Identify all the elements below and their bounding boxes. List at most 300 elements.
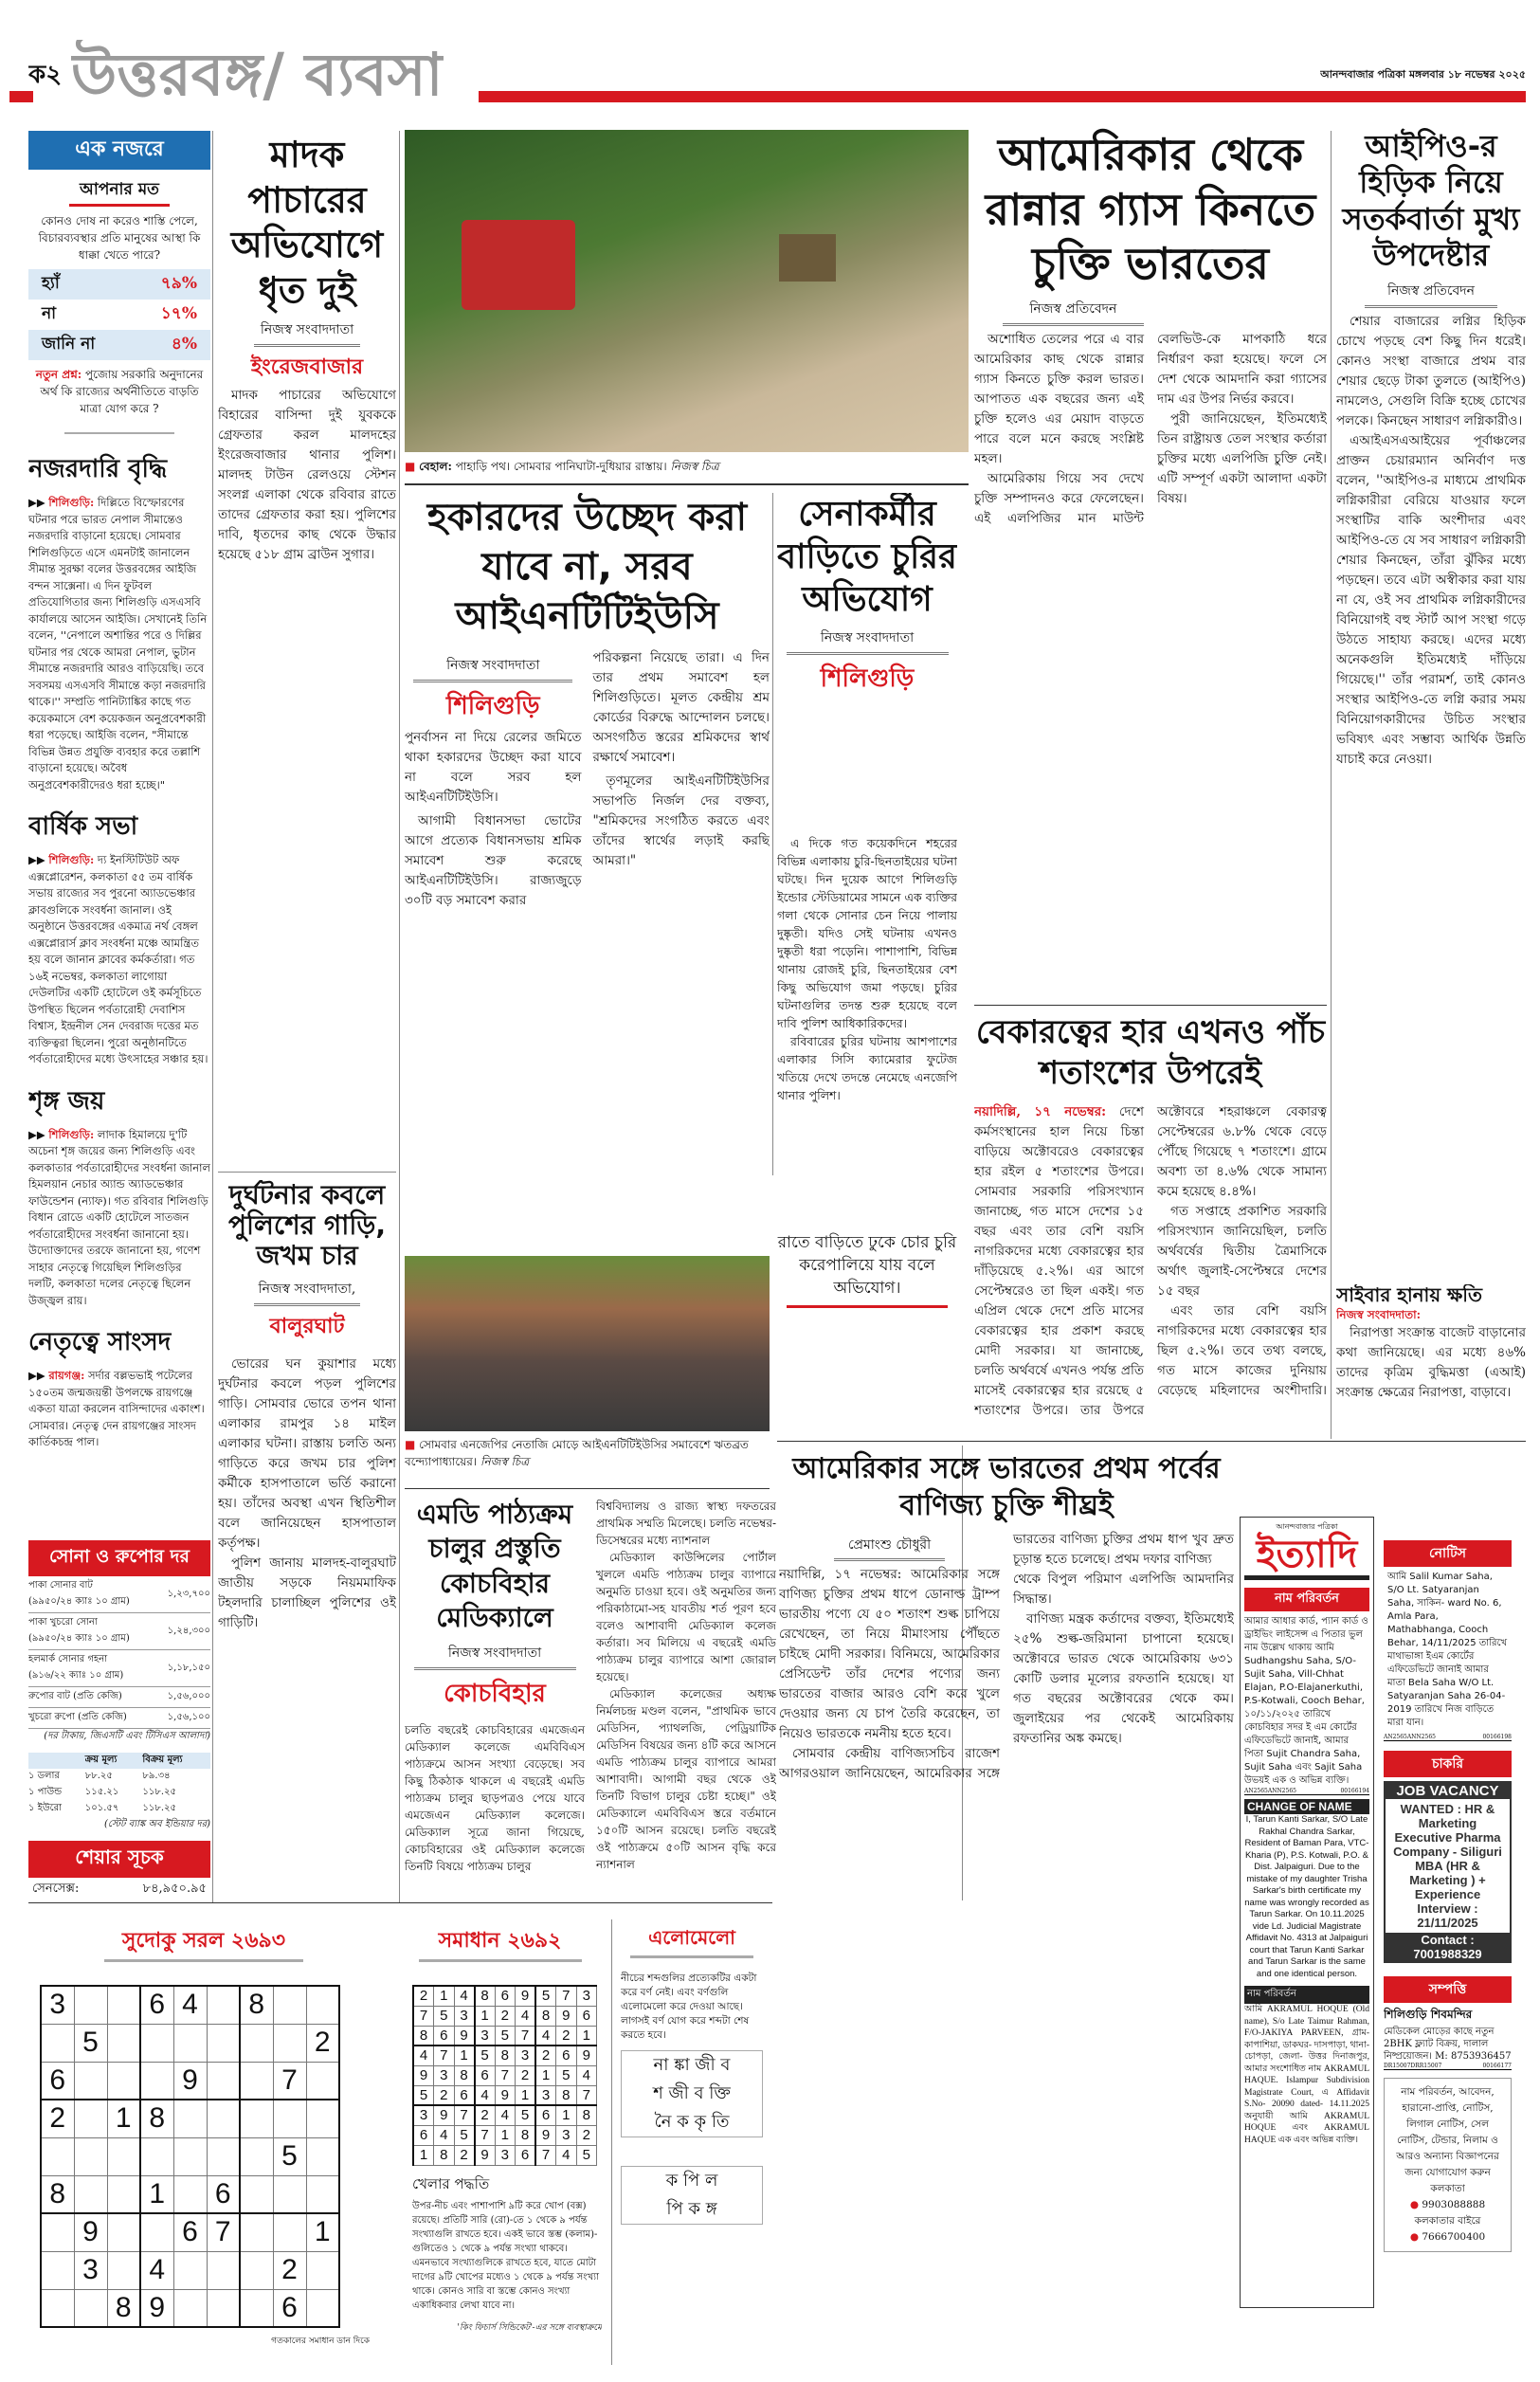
rate-label: পাকা সোনার বাট (৯৯৫০/২৪ ক্যাঃ ১০ গ্রাম): [28, 1580, 130, 1607]
drug-article: [218, 133, 396, 1166]
rate-label: হলমার্ক সোনার গহনা (৯১৬/২২ ক্যাঃ ১০ গ্রাম): [28, 1654, 124, 1681]
grid-cell: 2: [556, 2026, 577, 2046]
grid-cell[interactable]: 9: [74, 2213, 107, 2251]
grid-cell[interactable]: [74, 2137, 107, 2175]
grid-cell[interactable]: [240, 2175, 273, 2213]
solution: [398, 1915, 602, 2370]
grid-cell: 7: [576, 2085, 597, 2105]
grid-cell[interactable]: [140, 2137, 173, 2175]
grid-cell[interactable]: 3: [41, 1986, 74, 2024]
grid-cell[interactable]: [273, 2213, 306, 2251]
grid-cell[interactable]: [207, 2137, 240, 2175]
brief-place: রায়গঞ্জ:: [48, 1369, 85, 1382]
grid-cell: 9: [535, 2125, 556, 2145]
md-paragraph: মেডিক্যাল কলেজের অধ্যক্ষ নির্মলচন্দ্র মণ্ডল বলেন, "প্রাথমিক ভাবে মেডিসিন, প্যাথলজি, পেড্রিয়াটিক মেডিসিন বিষয়ের জন্য ৪টি করে আসনে এমডি পাঠ্যক্রম চালুর ব্যাপারে আমরা আশাবাদী। আগামী বছর থেকে ওই তিনটি বিভাগ চালুর চেষ্টা হচ্ছে।" ওই মেডিক্যালে এমবিবিএস স্তরে বর্তমানে ১৫০টি আসন রয়েছে। চলতি বছরেই ওই পাঠ্যক্রমে ৫০টি আসন বৃদ্ধি করে ন্যাশনাল: [596, 1687, 776, 1871]
grid-row: [41, 2137, 339, 2175]
grid-cell[interactable]: [306, 1986, 339, 2024]
trade-body: [779, 1530, 1234, 1871]
grid-cell[interactable]: 4: [140, 2251, 173, 2289]
grid-cell: 2: [535, 2046, 556, 2065]
grid-row: [41, 1986, 339, 2024]
index-name: সেনসেক্স:: [32, 1882, 80, 1896]
grid-row: [413, 2085, 597, 2105]
grid-cell[interactable]: [306, 2062, 339, 2100]
grid-cell: 3: [475, 2026, 496, 2046]
grid-cell: 9: [475, 2145, 496, 2165]
fx-note: (স্টেট ব্যাঙ্ক অব ইন্ডিয়ার দর): [103, 1819, 210, 1829]
theft-article: [777, 493, 957, 829]
grid-cell: 7: [556, 1986, 577, 2006]
grid-cell[interactable]: 9: [173, 2062, 207, 2100]
grid-cell[interactable]: 8: [41, 2175, 74, 2213]
rate-row: [28, 1708, 210, 1729]
grid-cell[interactable]: 8: [140, 2100, 173, 2137]
name-change-text: আমার আধার কার্ড, প্যান কার্ড ও ড্রাইভিং লাইসেন্স এ পিতার ভুল নাম উল্লেখ থাকায় আমি Sudhangshu Saha, S/O- Sujit Saha, Vill-Chhat Elajan, P.O-Elajanerkuthi, P.S-Kotwali, Cooch Behar, ১০/১১/২০২৫ তারিখে কোচবিহার সদর ই এম কোর্টের এফিডেভিটে জানাই, আমার পিতা Sujit Chandra Saha, Sujit Saha এবং Sajit Saha উভয়ই এক ও অভিন্ন ব্যক্তি।: [1244, 1616, 1368, 1786]
ad-ref: [1384, 2063, 1512, 2070]
jumble-answers: [621, 2166, 763, 2225]
divider: [974, 1005, 1327, 1006]
grid-cell: 3: [535, 2085, 556, 2105]
poll-row: [28, 300, 210, 330]
grid-row: [41, 2175, 339, 2213]
gold-silver-rates: [28, 1540, 210, 1900]
grid-cell[interactable]: [140, 2213, 173, 2251]
dateline-place: বালুরঘাট: [269, 1314, 345, 1338]
grid-cell[interactable]: 2: [273, 2251, 306, 2289]
gold-note: (দর টাকায়, জিএসটি এবং টিসিএস আলাদা): [44, 1731, 210, 1741]
grid-cell: 8: [516, 2125, 536, 2145]
gold-rows: [28, 1576, 210, 1729]
grid-cell[interactable]: 9: [140, 2289, 173, 2327]
grid-cell[interactable]: [240, 2213, 273, 2251]
accident-headline: দুর্ঘটনার কবলে পুলিশের গাড়ি, জখম চার: [228, 1180, 386, 1272]
grid-cell: 6: [454, 2085, 475, 2105]
grid-cell: 4: [475, 2085, 496, 2105]
grid-cell: 9: [556, 2006, 577, 2026]
fx-header-cell: বিক্রয় মূল্য: [142, 1755, 183, 1765]
grid-cell: 7: [535, 2145, 556, 2165]
property-text: মেডিকেল মোড়ের কাছে নতুন 2BHK ফ্ল্যাট বিক্রয়, দালাল নিষ্প্রয়োজন। M: 8753936457: [1384, 2027, 1512, 2062]
grid-cell[interactable]: 6: [273, 2289, 306, 2327]
photo-credit: নিজস্ব চিত্র: [670, 460, 719, 473]
grid-cell: 9: [454, 2026, 475, 2046]
paragraph: নিরাপত্তা সংক্রান্ত বাজেট বাড়ানোর কথা জানিয়েছে। এর মধ্যে ৪৬% তাদের কৃত্রিম বুদ্ধিমত্তা (এআই) সংক্রান্ত ক্ষেত্রের নিরাপত্তা, বাড়াবে।: [1336, 1325, 1526, 1400]
phone-number: 9903088888: [1422, 2199, 1486, 2210]
brief-title: শৃঙ্গ জয়: [28, 1086, 105, 1116]
brief-place: শিলিগুড়ি:: [48, 853, 95, 866]
grid-cell[interactable]: [240, 2062, 273, 2100]
lpg-headline: আমেরিকার থেকে রান্নার গ্যাস কিনতে চুক্তি ভারতের: [985, 129, 1316, 289]
theft-body-columns: [777, 834, 957, 1227]
grid-cell[interactable]: [173, 2289, 207, 2327]
column-rule: [1331, 131, 1332, 1439]
index-value: ৮৪,৯৫০.৯৫: [142, 1882, 207, 1896]
rate-row: [28, 1687, 210, 1708]
grid-cell[interactable]: [41, 2024, 74, 2062]
property-heading: শিলিগুড়ি শিবমন্দির: [1384, 2008, 1473, 2021]
grid-cell[interactable]: [173, 2251, 207, 2289]
grid-cell: 2: [434, 2085, 455, 2105]
md-body-1: চলতি বছরেই কোচবিহারের এমজেএন মেডিক্যাল কলেজে এমবিবিএস পাঠ্যক্রমে আসন সংখ্যা বেড়েছে। সব কিছু ঠিকঠাক থাকলে এ বছরেই এমডি পাঠ্যক্রম চালুর ছাড়পত্রও পেয়ে যাবে এমজেএন মেডিক্যাল কলেজে। মেডিক্যাল সূত্রে জানা গিয়েছে, কোচবিহারের ওই মেডিক্যাল কলেজে তিনটি বিষয়ে পাঠ্যক্রম চালুর: [405, 1722, 585, 1873]
grid-cell[interactable]: 8: [107, 2289, 140, 2327]
paragraph: এ দিকে গত কয়েকদিনে শহরের বিভিন্ন এলাকায় চুরি-ছিনতাইয়ের ঘটনা ঘটছে। দিন দুয়েক আগে শিলিগুড়ি ইন্ডোর স্টেডিয়ামের সামনে এক ব্যক্তির গলা থেকে সোনার চেন নিয়ে পালায় দুষ্কৃতী। যদিও সেই ঘটনায় এখনও দুষ্কৃতী ধরা পড়েনি। পাশাপাশি, বিভিন্ন থানায় রোজই চুরি, ছিনতাইয়ের বেশ কিছু অভিযোগ জমা পড়ছে। চুরির ঘটনাগুলির তদন্ত শুরু হয়েছে বলে দাবি পুলিশ আধিকারিকদের।: [777, 836, 957, 1030]
grid-cell[interactable]: [74, 2289, 107, 2327]
grid-cell[interactable]: [240, 2289, 273, 2327]
md-headline: এমডি পাঠ্যক্রম চালুর প্রস্তুতি কোচবিহার মেডিক্যালে: [416, 1499, 573, 1634]
grid-cell: 8: [556, 2085, 577, 2105]
grid-cell: 9: [495, 2085, 516, 2105]
grid-cell[interactable]: [107, 2062, 140, 2100]
grid-cell[interactable]: [74, 2175, 107, 2213]
grid-cell: 6: [576, 2006, 597, 2026]
grid-cell: 1: [516, 2085, 536, 2105]
grid-cell[interactable]: [107, 1986, 140, 2024]
grid-cell: 3: [576, 1986, 597, 2006]
grid-cell: 5: [556, 2065, 577, 2085]
grid-cell: 2: [454, 2145, 475, 2165]
grid-cell[interactable]: [207, 2062, 240, 2100]
rally-photo: [405, 1256, 770, 1431]
grid-cell[interactable]: 2: [41, 2100, 74, 2137]
new-question-text: পুজোয় সরকারি অনুদানের অর্থ কি রাজ্যের অর্থনীতিতে বাড়তি মাত্রা যোগ করে ?: [40, 368, 204, 415]
grid-cell[interactable]: [107, 2213, 140, 2251]
grid-cell: 2: [495, 2006, 516, 2026]
notice-title: নোটিস: [1384, 1540, 1512, 1567]
news-brief: [28, 807, 210, 1068]
name-change-title: নাম পরিবর্তন: [1244, 1588, 1369, 1611]
byline: নিজস্ব সংবাদদাতা: [787, 627, 949, 655]
contact-text: নাম পরিবর্তন, আবেদন, হারানো-প্রাপ্তি, নোটিস, লিগাল নোটিস, সেল নোটিস, টেন্ডার, নিলাম ও আরও অন্যান্য বিজ্ঞাপনের জন্য যোগাযোগ করুন: [1396, 2086, 1499, 2178]
grid-cell[interactable]: 6: [140, 1986, 173, 2024]
grid-cell[interactable]: [41, 2289, 74, 2327]
fx-cell: ৮৯.৩৪: [142, 1771, 171, 1781]
fx-header-cell: [28, 1753, 85, 1769]
fx-cell: ১১৫.২১: [84, 1787, 119, 1797]
grid-cell[interactable]: [273, 2024, 306, 2062]
brief-text: ▶▶ শিলিগুড়ি: দ্য ইনস্টিটিউট অফ এক্সপ্লোরেশন, কলকাতা ৫৫ তম বার্ষিক সভায় রাজ্যের সব পুরনো অ্যাডভেঞ্চার ক্লাবগুলিকে সংবর্ধনা জানাল। ওই অনুষ্ঠানে উত্তরবঙ্গের একমাত্র নর্থ বেঙ্গল এক্সপ্লোরার্স ক্লাব সংবর্ধনা মঞ্চে আমন্ত্রিত হয় বলে জানান ক্লাবের কর্মকর্তারা। গত ১৬ই নভেম্বর, কলকাতা লাগোয়া দেউলটির একটি হোটেলে ওই কর্মসূচিতে উপস্থিত ছিলেন পর্বতারোহী দেবাশিস বিশ্বাস, ইন্দ্রনীল সেন দেবরাজ দত্তের মত ব্যক্তিত্বরা ছিলেন। পুরো অনুষ্ঠানটিতে পর্বতারোহীদের মধ্যে উৎসাহের সঞ্চার হয়।: [28, 853, 208, 1065]
grid-cell: 1: [454, 2046, 475, 2065]
fx-row: [28, 1785, 210, 1801]
grid-row: [413, 2026, 597, 2046]
paragraph: শেয়ার বাজারের লগ্নির হিড়িক চোখে পড়ছে বেশ কিছু দিন ধরেই। কোনও সংস্থা বাজারে প্রথম বার শেয়ার ছেড়ে টাকা তুলতে (আইপিও) নামলেও, সেগুলি বিক্রি হচ্ছে চোখের পলকে। কিনছেন সাধারণ লগ্নিকারীও।: [1336, 313, 1526, 428]
grid-row: [41, 2024, 339, 2062]
trade-paragraph: আমেরিকার সঙ্গে বাণিজ্য চুক্তির প্রথম ধাপে ডোনাল্ড ট্রাম্প ভারতীয় পণ্যে যে ৫০ শতাংশ শুল্ক চাপিয়ে রেখেছেন, তা নিয়ে মীমাংসায় পৌঁছতে চাইছে মোদী সরকার। বিনিময়ে, আমেরিকার প্রেসিডেন্ট তাঁর দেশের পণ্যের জন্য ভারতের বাজার আরও বেশি করে খুলে দেওয়ার জন্য যে চাপ তৈরি করেছেন, তা নিয়েও ভারতকে নমনীয় হতে হবে।: [779, 1567, 1000, 1741]
rate-label: খুচরো রুপো (প্রতি কেজি): [28, 1712, 127, 1722]
grid-cell[interactable]: [306, 2251, 339, 2289]
grid-cell[interactable]: [173, 2100, 207, 2137]
gold-title: সোনা ও রুপোর দর: [28, 1540, 210, 1576]
grid-cell: 5: [576, 2145, 597, 2165]
jumble-answer: পি ক ঙ্গ: [666, 2199, 717, 2219]
grid-row: [413, 2105, 597, 2125]
divider: [405, 483, 969, 485]
grid-cell[interactable]: [207, 2100, 240, 2137]
grid-row: [41, 2251, 339, 2289]
jobs-title: চাকরি: [1384, 1751, 1512, 1777]
grid-cell[interactable]: 6: [207, 2175, 240, 2213]
grid-cell: 9: [434, 2105, 455, 2125]
grid-cell[interactable]: [306, 2175, 339, 2213]
grid-cell: 2: [475, 2105, 496, 2125]
lpg-article: [974, 128, 1327, 972]
truck-image: [779, 234, 836, 282]
grid-cell: 8: [576, 2105, 597, 2125]
fx-cell: ১ ডলার: [28, 1771, 60, 1781]
grid-cell[interactable]: [173, 2024, 207, 2062]
theft-headline: সেনাকর্মীর বাড়িতে চুরির অভিযোগ: [777, 495, 957, 619]
grid-cell[interactable]: [107, 2251, 140, 2289]
jobless-article: [974, 1012, 1327, 1434]
grid-row: [41, 2062, 339, 2100]
byline: নিজস্ব সংবাদদাতা: [414, 1642, 576, 1670]
md-paragraph: মেডিক্যাল কাউন্সিলের পোর্টাল খুললে এমডি পাঠ্যক্রম চালুর ব্যাপারে অনুমতি চাওয়া হবে। ওই অনুমতির জন্য পরিকাঠামো-সহ যাবতীয় শর্ত পূরণ হবে বলেও আশাবাদী মেডিক্যাল কলেজ কর্তারা। সব মিলিয়ে এ বছরেই এমডি পাঠ্যক্রম চালুর ব্যাপারে আশা জোরাল হয়েছে।: [596, 1551, 776, 1683]
grid-cell: 1: [434, 1986, 455, 2006]
grid-cell[interactable]: 6: [41, 2062, 74, 2100]
grid-cell[interactable]: [74, 1986, 107, 2024]
grid-cell: 3: [516, 2046, 536, 2065]
pull-quote-text: রাতে বাড়িতে ঢুকে চোর চুরি করেপালিয়ে যায় বলে অভিযোগ।: [777, 1233, 957, 1298]
brief-body: দিল্লিতে বিস্ফোরণের ঘটনার পরে ভারত নেপাল সীমান্তেও নজরদারি বাড়ানো হয়েছে। সোমবার শিলিগুড়িতে এসে এমনটাই জানালেন সীমান্ত সুরক্ষা বলের উত্তরবঙ্গের আইজি বন্দন সাক্সেনা। এ দিন ফুটবল প্রতিযোগিতার জন্য শিলিগুড়ি এসএসবি কার্যালয়ে আসেন আইজি। সেখানেই তিনি বলেন, ''নেপালে অশান্তির পরে ও দিল্লির ঘটনার পর থেকে আমরা নেপাল, ভুটান সীমান্তে নজরদারি আরও বাড়িয়েছি। তবে সবসময় এসএসবি সীমান্তে কড়া নজরদারি থাকে।'' সম্প্রতি পানিট্যাঙ্কির কাছে গত কয়েকমাসে বেশ কয়েকজন অনুপ্রবেশকারী ধরা পড়েছে। আইজি বলেন, "সীমান্তে বিভিন্ন উন্নত প্রযুক্তি ব্যবহার করে তল্লাশি বাড়ানো হয়েছে। অবৈধ অনুপ্রবেশকারীদেরও ধরা হচ্ছে।": [28, 496, 208, 791]
grid-cell[interactable]: 1: [107, 2100, 140, 2137]
rate-row: [28, 1613, 210, 1650]
grid-cell: 5: [413, 2085, 434, 2105]
paragraph: পুলিশ জানায় মালদহ-বালুরঘাট জাতীয় সড়কে নিয়মমাফিক টহলদারি চালাচ্ছিল পুলিশের ওই গাড়িটি।: [218, 1555, 396, 1630]
grid-cell: 6: [475, 2065, 496, 2085]
job-ad: [1384, 1781, 1512, 1963]
grid-cell[interactable]: [41, 2251, 74, 2289]
ad-ref-code: AN2565ANN2565: [1244, 1788, 1296, 1794]
divider: [405, 1488, 770, 1489]
jumble-word: শ জী ব ক্তি: [653, 2083, 731, 2103]
md-paragraph: বিশ্ববিদ্যালয় ও রাজ্য স্বাস্থ্য দফতরের প্রাথমিক সম্মতি মিলেছে। চলতি নভেম্বর-ডিসেম্বরের মধ্যে ন্যাশনাল: [596, 1500, 776, 1547]
itadi-brand-small: আনন্দবাজার পত্রিকা: [1276, 1522, 1338, 1531]
job-ad-body: WANTED : HR & Marketing Executive Pharma Company - Siliguri MBA (HR & Marketing ) + Experience Interview : 21/11/2025: [1393, 1802, 1502, 1930]
brief-title: নজরদারি বৃদ্ধি: [28, 455, 168, 483]
dateline-place: ইংরেজবাজার: [250, 355, 364, 379]
jumble-title: এলোমেলো: [630, 1924, 753, 1958]
paragraph: ভোরের ঘন কুয়াশার মধ্যে দুর্ঘটনার কবলে পড়ল পুলিশের গাড়ি। সোমবার ভোরে তপন থানা এলাকার রামপুর ১৪ মাইল এলাকার ঘটনা। রাস্তায় চলতি অন্য গাড়িতে করে জখম চার পুলিশ কর্মীকে হাসপাতালে ভর্তি করানো হয়। তাঁদের অবস্থা এখন স্থিতিশীল বলে জানিয়েছেন হাসপাতাল কর্তৃপক্ষ।: [218, 1355, 396, 1551]
contact-kolkata-label: কলকাতা: [1430, 2183, 1465, 2194]
name-change-2-title: নাম পরিবর্তন: [1244, 1986, 1369, 2004]
grid-cell[interactable]: [240, 2251, 273, 2289]
grid-cell[interactable]: 1: [140, 2175, 173, 2213]
itadi-classifieds: [1240, 1517, 1374, 2308]
dateline: নয়াদিল্লি, ১৭ নভেম্বর:: [779, 1567, 902, 1582]
grid-cell: 6: [434, 2026, 455, 2046]
grid-cell: 4: [413, 2046, 434, 2065]
grid-cell[interactable]: 7: [273, 2062, 306, 2100]
poll-results: [28, 269, 210, 360]
grid-cell[interactable]: [306, 2289, 339, 2327]
news-brief: [28, 449, 210, 793]
page-number: ক২: [28, 61, 63, 89]
sudoku-grid[interactable]: [40, 1985, 340, 2328]
ad-ref: [1244, 1788, 1369, 1795]
grid-cell: 1: [556, 2105, 577, 2125]
grid-row: [413, 2145, 597, 2165]
grid-cell: 2: [516, 2065, 536, 2085]
grid-cell[interactable]: [240, 2137, 273, 2175]
photo-credit: নিজস্ব চিত্র: [480, 1455, 530, 1468]
grid-row: [413, 2065, 597, 2085]
hawker-body-2: পরিকল্পনা নিয়েছে তারা। এ দিন তার প্রথম সমাবেশ হল শিলিগুড়িতে। মূলত কেন্দ্রীয় শ্রম কোর্ডের বিরুদ্ধে আন্দোলন চলছে। অসংগঠিত স্তরের শ্রমিকদের স্বার্থ রক্ষার্থে সমাবেশ।: [592, 650, 770, 765]
jumble-answer: ক পি ল: [665, 2171, 718, 2191]
rate-value: ১,৫৬,০০০: [167, 1691, 210, 1701]
byline: নিজস্ব প্রতিবেদন: [1365, 280, 1497, 308]
job-contact-phone[interactable]: 7001988329: [1413, 1947, 1482, 1961]
fx-cell: ৮৮.২৫: [84, 1771, 113, 1781]
phone-number: 7666700400: [1422, 2231, 1486, 2243]
grid-cell[interactable]: [273, 1986, 306, 2024]
grid-cell: 7: [475, 2125, 496, 2145]
column-rule: [212, 131, 213, 1903]
cyber-place: নিজস্ব সংবাদদাতা:: [1336, 1308, 1422, 1321]
grid-cell[interactable]: [273, 2100, 306, 2137]
rate-value: ১,১৮,১৫০: [167, 1662, 210, 1673]
grid-cell[interactable]: 6: [173, 2213, 207, 2251]
grid-cell[interactable]: [240, 2100, 273, 2137]
jobless-paragraph: এবং তার বেশি বয়সি নাগরিকদের মধ্যে বেকারত্বের হার ছিল ৫.২%। তবে তথ্য বলছে, গত মাসে কাজের দুনিয়ায় বেড়েছে মহিলাদের অংশীদারি।: [1157, 1303, 1327, 1398]
classifieds-column: [1384, 1540, 1512, 2308]
fx-cell: ১১৮.২৫: [142, 1803, 177, 1813]
contact-phone-2[interactable]: ● 7666700400: [1409, 2231, 1486, 2243]
grid-cell[interactable]: [207, 2251, 240, 2289]
grid-cell[interactable]: [207, 2024, 240, 2062]
grid-cell: 4: [535, 2026, 556, 2046]
ad-ref-number: 00166177: [1482, 2063, 1512, 2069]
rules-title: খেলার পদ্ধতি: [412, 2174, 490, 2192]
grid-cell[interactable]: [107, 2175, 140, 2213]
news-briefs: [28, 449, 210, 1451]
grid-cell: 4: [454, 1986, 475, 2006]
change-of-name-text: I, Tarun Kanti Sarkar, S/O Late Rakhal Chandra Sarkar, Resident of Baman Para, VTC- Kharia (P), P.S. Kotwali, P.O. & Dist. Jalpaiguri. Due to the mistake of my daughter Trisha Sarkar's birth certificate my name was wrongly recorded as Tarun Sarkar. On 10.11.2025 vide Ld. Judicial Magistrate Affidavit No. 4313 at Jalpaiguri court that Tarun Kanti Sarkar and Tarun Sarkar is the same and one identical person.: [1244, 1814, 1369, 1979]
hawker-body-4: তৃণমূলের আইএনটিটিইউসির সভাপতি নির্জল দের বক্তব্য, "শ্রমিকদের সংগঠিত করতে এবং তাঁদের স্বার্থের লড়াই করছি আমরা।": [592, 773, 770, 868]
grid-cell[interactable]: [74, 2062, 107, 2100]
jobless-paragraph: দেশে কর্মসংস্থানের হাল নিয়ে চিন্তা বাড়িয়ে অক্টোবরেও বেকারত্বের হার রইল ৫ শতাংশের উপরে। সোমবার সরকারি পরিসংখ্যান জানাচ্ছে, গত মাসে দেশের ১৫ বছর এবং তার বেশি বয়সি নাগরিকদের মধ্যে বেকারত্বের হার দাঁড়িয়েছে ৫.২%। এর আগে সেপ্টেম্বরেও তা ছিল একই। গত এপ্রিল থেকে দেশে প্রতি মাসের বেকারত্বের হার প্রকাশ করছে মোদী সরকার। যা জানাচ্ছে, চলতি অর্থবর্ষে এখনও পর্যন্ত প্রতি মাসেই বেকারত্বের হার রয়েছে ৫ শতাংশের উপরে। তার উপরে অক্টোবরে শহরাঞ্চলে বেকারত্ব সেপ্টেম্বরের ৬.৮% থেকে বেড়ে পৌঁছে গিয়েছে ৭ শতাংশে। গ্রামে অবশ্য তা ৪.৬% থেকে সামান্য কমে হয়েছে ৪.৪%।: [974, 1104, 1327, 1418]
jumble-intro: নীচের শব্দগুলির প্রত্যেকটির একটা করে বর্ণ নেই। এবং বর্ণগুলি এলোমেলো করে দেওয়া আছে। লাগসই বর্ণ যোগ করে শব্দটা শেষ করতে হবে।: [621, 1973, 757, 2041]
grid-cell: 7: [454, 2105, 475, 2125]
grid-cell: 7: [495, 2065, 516, 2085]
ipo-headline: আইপিও-র হিড়িক নিয়ে সতর্কবার্তা মুখ্য উপদেষ্টার: [1342, 128, 1520, 274]
grid-row: [41, 2213, 339, 2251]
quote-underline: [787, 1305, 948, 1308]
grid-cell[interactable]: [306, 2137, 339, 2175]
divider: [28, 1902, 772, 1903]
brief-title: নেতৃত্বে সাংসদ: [28, 1328, 172, 1356]
job-ad-heading: JOB VACANCY: [1386, 1783, 1510, 1799]
divider: [777, 1441, 1526, 1442]
grid-cell[interactable]: [207, 2289, 240, 2327]
grid-cell[interactable]: 5: [74, 2024, 107, 2062]
grid-cell[interactable]: [173, 2137, 207, 2175]
grid-cell[interactable]: [74, 2100, 107, 2137]
index-row: [28, 1878, 210, 1900]
grid-cell[interactable]: 5: [273, 2137, 306, 2175]
jumble-words: [621, 2050, 763, 2137]
fx-row: [28, 1769, 210, 1785]
grid-cell[interactable]: [207, 1986, 240, 2024]
grid-cell[interactable]: 4: [173, 1986, 207, 2024]
cyber-article: [1336, 1284, 1526, 1436]
grid-cell[interactable]: [107, 2024, 140, 2062]
grid-cell: 6: [413, 2125, 434, 2145]
byline: নিজস্ব সংবাদদাতা,: [254, 1278, 361, 1306]
grid-cell: 6: [535, 2105, 556, 2125]
solution-credit: 'কিং ফিচার্স সিন্ডিকেট'-এর সঙ্গে ব্যবস্থাক্রমে: [457, 2322, 602, 2333]
photo-caption: ■ বেহাল: পাহাড়ি পথ। সোমবার পানিঘাটা-দুধিয়ার রাস্তায়। নিজস্ব চিত্র: [405, 460, 719, 473]
grid-cell: 5: [434, 2006, 455, 2026]
grid-cell[interactable]: [273, 2175, 306, 2213]
rate-value: ১,৫৬,১০০: [167, 1712, 210, 1722]
grid-cell[interactable]: [140, 2062, 173, 2100]
job-contact-label: Contact :: [1421, 1933, 1475, 1947]
paragraph: পুরী জানিয়েছেন, ইতিমধ্যেই তিন রাষ্ট্রায়ত্ত তেল সংস্থার কর্তারা চুক্তির মধ্যে এলপিজি চুক্তি নেই। এটি সম্পূর্ণ একটা আলাদা একটা বিষয়।: [1157, 410, 1327, 506]
grid-cell[interactable]: 1: [306, 2213, 339, 2251]
caption-place: বেহাল:: [419, 460, 452, 473]
trade-paragraph: থেকে বিপুল পরিমাণ এলপিজি আমদানির সিদ্ধান্ত।: [1013, 1572, 1234, 1607]
grid-cell: 1: [413, 2145, 434, 2165]
grid-cell[interactable]: [173, 2175, 207, 2213]
paragraph: এআইএসএআইয়ের পূর্বাঞ্চলের প্রাক্তন চেয়ারম্যান অনির্বাণ দত্ত বলেন, ''আইপিও-র মাধ্যমে প্রাথমিক লগ্নিকারীরা বেরিয়ে যাওয়ার ফলে সংস্থাটির বাকি অংশীদার এবং আইপিও-তে যে সব সাধারণ লগ্নিকারী শেয়ার কিনছেন, তাঁরা ঝুঁকির মধ্যে পড়ছেন। তবে এটা অস্বীকার করা যায় না যে, ওই সব প্রাথমিক লগ্নিকারীদের বিনিয়োগই বহু স্টার্ট আপ সংস্থা গড়ে উঠতে সাহায্য করছে। এদের মধ্যে অনেকগুলি ইতিমধ্যেই দাঁড়িয়ে গিয়েছে।'' তাঁর পরামর্শ, তাই কোনও সংস্থার আইপিও-তে লগ্নি করার সময় বিনিয়োগকারীদের উচিত সংস্থার ভবিষ্যৎ এবং সম্ভাব্য আর্থিক উন্নতি যাচাই করে নেওয়া।: [1336, 432, 1526, 767]
grid-row: [413, 2046, 597, 2065]
brief-text: ▶▶ শিলিগুড়ি: দিল্লিতে বিস্ফোরণের ঘটনার পরে ভারত নেপাল সীমান্তেও নজরদারি বাড়ানো হয়েছে। সোমবার শিলিগুড়িতে এসে এমনটাই জানালেন সীমান্ত সুরক্ষা বলের উত্তরবঙ্গের আইজি বন্দন সাক্সেনা। এ দিন ফুটবল প্রতিযোগিতার জন্য শিলিগুড়ি এসএসবি কার্যালয়ে আসেন আইজি। সেখানেই তিনি বলেন, ''নেপালে অশান্তির পরে ও দিল্লির ঘটনার পর থেকে আমরা নেপাল, ভুটান সীমান্তে নজরদারি আরও বাড়িয়েছি। তবে সবসময় এসএসবি সীমান্তে কড়া নজরদারি থাকে।'' সম্প্রতি পানিট্যাঙ্কির কাছে গত কয়েকমাসে বেশ কয়েকজন অনুপ্রবেশকারী ধরা পড়েছে। আইজি বলেন, "সীমান্তে বিভিন্ন উন্নত প্রযুক্তি ব্যবহার করে তল্লাশি বাড়ানো হয়েছে। অবৈধ অনুপ্রবেশকারীদেরও ধরা হচ্ছে।": [28, 496, 208, 791]
paragraph: অশোধিত তেলের পরে এ বার আমেরিকার কাছ থেকে রান্নার গ্যাস কিনতে চুক্তি করল ভারত। আপাতত এক বছরের জন্য এই চুক্তি হলেও এর মেয়াদ বাড়তে পারে বলে মনে করছে সংশ্লিষ্ট মহল।: [974, 331, 1144, 466]
grid-cell: 7: [413, 2006, 434, 2026]
hawker-body-3: আগামী বিধানসভা ভোটের আগে প্রত্যেক বিধানসভায় শ্রমিক সমাবেশ শুরু করেছে আইএনটিটিইউসি। রাজ্যজুড়ে ৩০টি বড় সমাবেশ করার: [405, 813, 582, 908]
drug-body: [218, 386, 396, 565]
rate-row: [28, 1576, 210, 1613]
fx-cell: ১০১.৫৭: [84, 1803, 119, 1813]
grid-cell[interactable]: 8: [240, 1986, 273, 2024]
new-question: [30, 366, 208, 417]
contact-phone-1[interactable]: ● 9903088888: [1409, 2199, 1486, 2210]
grid-cell[interactable]: 2: [306, 2024, 339, 2062]
grid-cell: 1: [495, 2125, 516, 2145]
grid-cell[interactable]: [140, 2024, 173, 2062]
byline: নিজস্ব প্রতিবেদন: [1003, 298, 1144, 326]
grid-cell: 2: [413, 1986, 434, 2006]
grid-cell[interactable]: [41, 2213, 74, 2251]
grid-cell[interactable]: 3: [74, 2251, 107, 2289]
rate-value: ১,২৩,৭০০: [167, 1588, 210, 1599]
poll-row: [28, 269, 210, 300]
jumble-puzzle: [621, 1915, 763, 2370]
grid-cell: 7: [434, 2046, 455, 2065]
column-rule: [399, 131, 400, 1903]
trade-headline: আমেরিকার সঙ্গে ভারতের প্রথম পর্বের বাণিজ্য চুক্তি শীঘ্রই: [792, 1452, 1221, 1522]
grid-cell[interactable]: [41, 2137, 74, 2175]
rally-caption: ■ সোমবার এনজেপির নেতাজি মোড়ে আইএনটিটিইউসির সমাবেশে ঋতব্রত বন্দ্যোপাধ্যায়ের। নিজস্ব চিত্র: [405, 1438, 749, 1468]
grid-cell[interactable]: [240, 2024, 273, 2062]
grid-cell[interactable]: [306, 2100, 339, 2137]
brief-text: ▶▶ শিলিগুড়ি: লাদাক হিমালয়ে দু'টি অচেনা শৃঙ্গ জয়ের জন্য শিলিগুড়ি এবং কলকাতার পর্বতারোহীদের সংবর্ধনা জানাল হিমলয়ান নেচার অ্যান্ড অ্যাডভেঞ্চার ফাউন্ডেশন (ন্যাফ)। গত রবিবার শিলিগুড়ি বিধান রোডে একটি হোটেলে সাতজন পর্বতারোহীদের সংবর্ধনা জানানো হয়। উদ্যোক্তাদের তরফে জানানো হয়, গণেশ সাহার নেতৃত্বে গিয়েছিল শিলিগুড়ির দলটি, কলকাতা দলের নেতৃত্বে ছিলেন উজ্জ্বল রায়।: [28, 1127, 210, 1307]
grid-cell[interactable]: [107, 2137, 140, 2175]
ad-ref-code: AN2565ANN2565: [1384, 1734, 1436, 1740]
grid-cell: 5: [475, 2046, 496, 2065]
grid-cell[interactable]: 7: [207, 2213, 240, 2251]
rate-label: পাকা খুচরো সোনা (৯৯৫০/২৪ ক্যাঃ ১০ গ্রাম): [28, 1617, 130, 1644]
cyber-headline: সাইবার হানায় ক্ষতি: [1336, 1284, 1483, 1306]
grid-cell: 5: [454, 2125, 475, 2145]
jeep-image: [462, 220, 575, 310]
grid-cell: 4: [556, 2145, 577, 2165]
grid-cell: 3: [413, 2105, 434, 2125]
grid-cell: 9: [516, 1986, 536, 2006]
caption-text: সোমবার এনজেপির নেতাজি মোড়ে আইএনটিটিইউসির সমাবেশে ঋতব্রত বন্দ্যোপাধ্যায়ের।: [405, 1438, 749, 1468]
divider: [64, 432, 173, 434]
grid-cell: 4: [576, 2065, 597, 2085]
grid-row: [41, 2100, 339, 2137]
